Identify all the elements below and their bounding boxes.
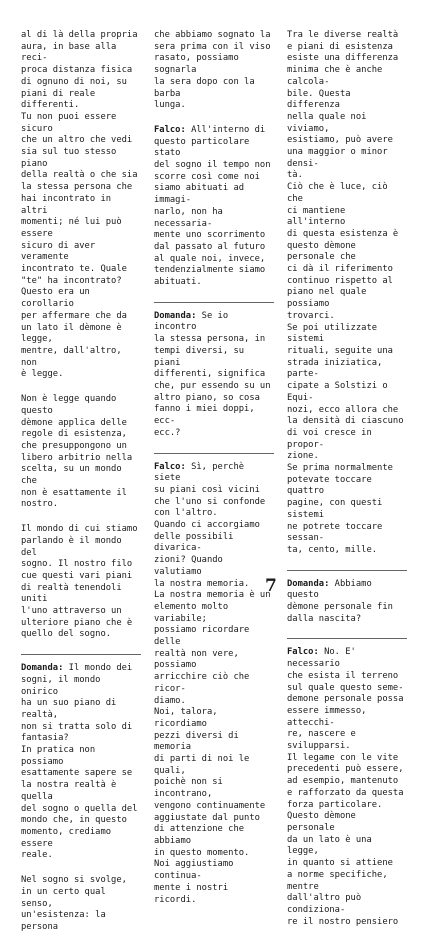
speaker-label: Domanda: (21, 663, 64, 674)
paragraph: Il mondo di cui stiamo parlando è il mondo del sogno. Il nostro filo cue questi vari piani di realtà tenendoli uniti l'uno attraverso un ulteriore piano che è quello del sogno. (21, 524, 138, 640)
paragraph: che abbiamo sognato la sera prima con il viso rasato, possiamo sognarla la sera dopo con la barba lunga. (154, 30, 271, 111)
section-divider (287, 638, 407, 639)
section-divider (154, 453, 274, 454)
paragraph-text: Il mondo dei sogni, il mondo onirico ha un suo piano di realtà, non si tratta solo di fantasia? (21, 663, 133, 744)
paragraph: Tra le diverse realtà e piani di esistenza esiste una differenza minima che è anche calcola- bile. Questa differenza nella quale noi viviamo, esistiamo, può avere una maggior o minor densi- tà. (287, 30, 399, 181)
paragraph: Questo dèmone personale da un lato è una legge, in quanto si attiene a norme specifiche, mentre dall'altro può condiziona- re il nostro pensiero (287, 811, 399, 927)
paragraph: La nostra memoria è un elemento molto variabile; possiamo ricordare delle realtà non vere, possiamo arricchire ciò che ricor- diamo. (154, 590, 271, 706)
paragraph: Quando ci accorgiamo delle possibili divarica- zioni? Quando valutiamo la nostra memoria. (154, 520, 260, 589)
column-2 (154, 30, 274, 906)
page-number: 7 (265, 576, 277, 596)
paragraph: Nel sogno si svolge, in un certo qual senso, un'esistenza: la persona (21, 875, 127, 932)
question-paragraph (21, 663, 141, 745)
paragraph-text: Abbiamo questo dèmone personale fin dalla nascita? (287, 578, 393, 624)
column-3 (287, 30, 407, 928)
speaker-label: Domanda: (154, 310, 197, 321)
paragraph: Se prima normalmente potevate toccare quattro pagine, con questi sistemi ne potrete toccare sessan- ta, cento, mille. (287, 463, 393, 555)
paragraph: al di là della propria aura, in base alla reci- proca distanza fisica di ognuno di noi, su piani di reale differenti. Tu non puoi essere sicuro che un altro che vedi sia sul tuo stesso piano della realtà o che sia la stessa persona che hai incontrato in altri momenti; né lui può essere sicuro di aver veramente incontrato te. Quale "te" ha incontrato? Questo era un corollario per affermare che da un lato il dèmone è legge, mentre, dall'altro, non è legge. (21, 30, 138, 380)
section-divider (287, 570, 407, 571)
answer-paragraph (154, 462, 274, 521)
question-paragraph (154, 311, 274, 440)
answer-paragraph (154, 125, 274, 289)
paragraph: Noi, talora, ricordiamo pezzi diversi di memoria di parti di noi le quali, poichè non si incontrano, vengono continuamente aggiustate dal punto di attenzione che abbiamo in questo momento. (154, 707, 266, 858)
question-paragraph (287, 579, 407, 626)
paragraph-text: Sì, perchè siete su piani così vicini che l'uno si confonde con l'altro. (154, 461, 266, 519)
paragraph: Ciò che è luce, ciò che ci mantiene all'interno di questa esistenza è questo dèmone personale che ci dà il riferimento continuo rispetto al piano nel quale possiamo trovarci. (287, 182, 399, 321)
paragraph-text: Se io incontro la stessa persona, in tempi diversi, su piani differenti, significa che, pur essendo su un altro piano, so cosa fanno i miei doppi, ecc- ecc.? (154, 310, 271, 438)
speaker-label: Falco: (154, 124, 186, 135)
column-1 (21, 30, 141, 947)
speaker-label: Falco: (287, 647, 319, 658)
paragraph: Se poi utilizzate sistemi rituali, seguite una strada iniziatica, parte- cipate a Solstizi o Equi- nozi, ecco allora che la densità di ciascuno di voi cresce in propor- zione. (287, 322, 404, 462)
paragraph: In pratica non possiamo esattamente sapere se la nostra realtà è quella del sogno o quella del mondo che, in questo momento, crediamo essere reale. (21, 745, 138, 861)
paragraph: Non è legge quando questo dèmone applica delle regole di esistenza, che presuppongono un libero arbitrio nella scelta, su un mondo che non è esattamente il nostro. (21, 394, 133, 510)
paragraph-text: All'interno di questo particolare stato del sogno il tempo non scorre così come noi siamo abituati ad immagi- narlo, non ha necessaria- mente uno scorrimento dal passato al futuro al quale noi, invece, tendenzialmente siamo abituati. (154, 124, 271, 288)
paragraph: Noi aggiustiamo continua- mente i nostri ricordi. (154, 859, 234, 905)
section-divider (154, 302, 274, 303)
speaker-label: Domanda: (287, 578, 330, 589)
speaker-label: Falco: (154, 461, 186, 472)
paragraph-text: No. E' necessario che esista il terreno sul quale questo seme- demone personale possa essere immesso, attecchi- re, nascere e svilupparsi. Il legame con le vite precedenti può essere, ad esempio, mantenuto e rafforzato da questa forza particolare. (287, 647, 404, 810)
section-divider (21, 654, 141, 655)
answer-paragraph (287, 647, 407, 811)
